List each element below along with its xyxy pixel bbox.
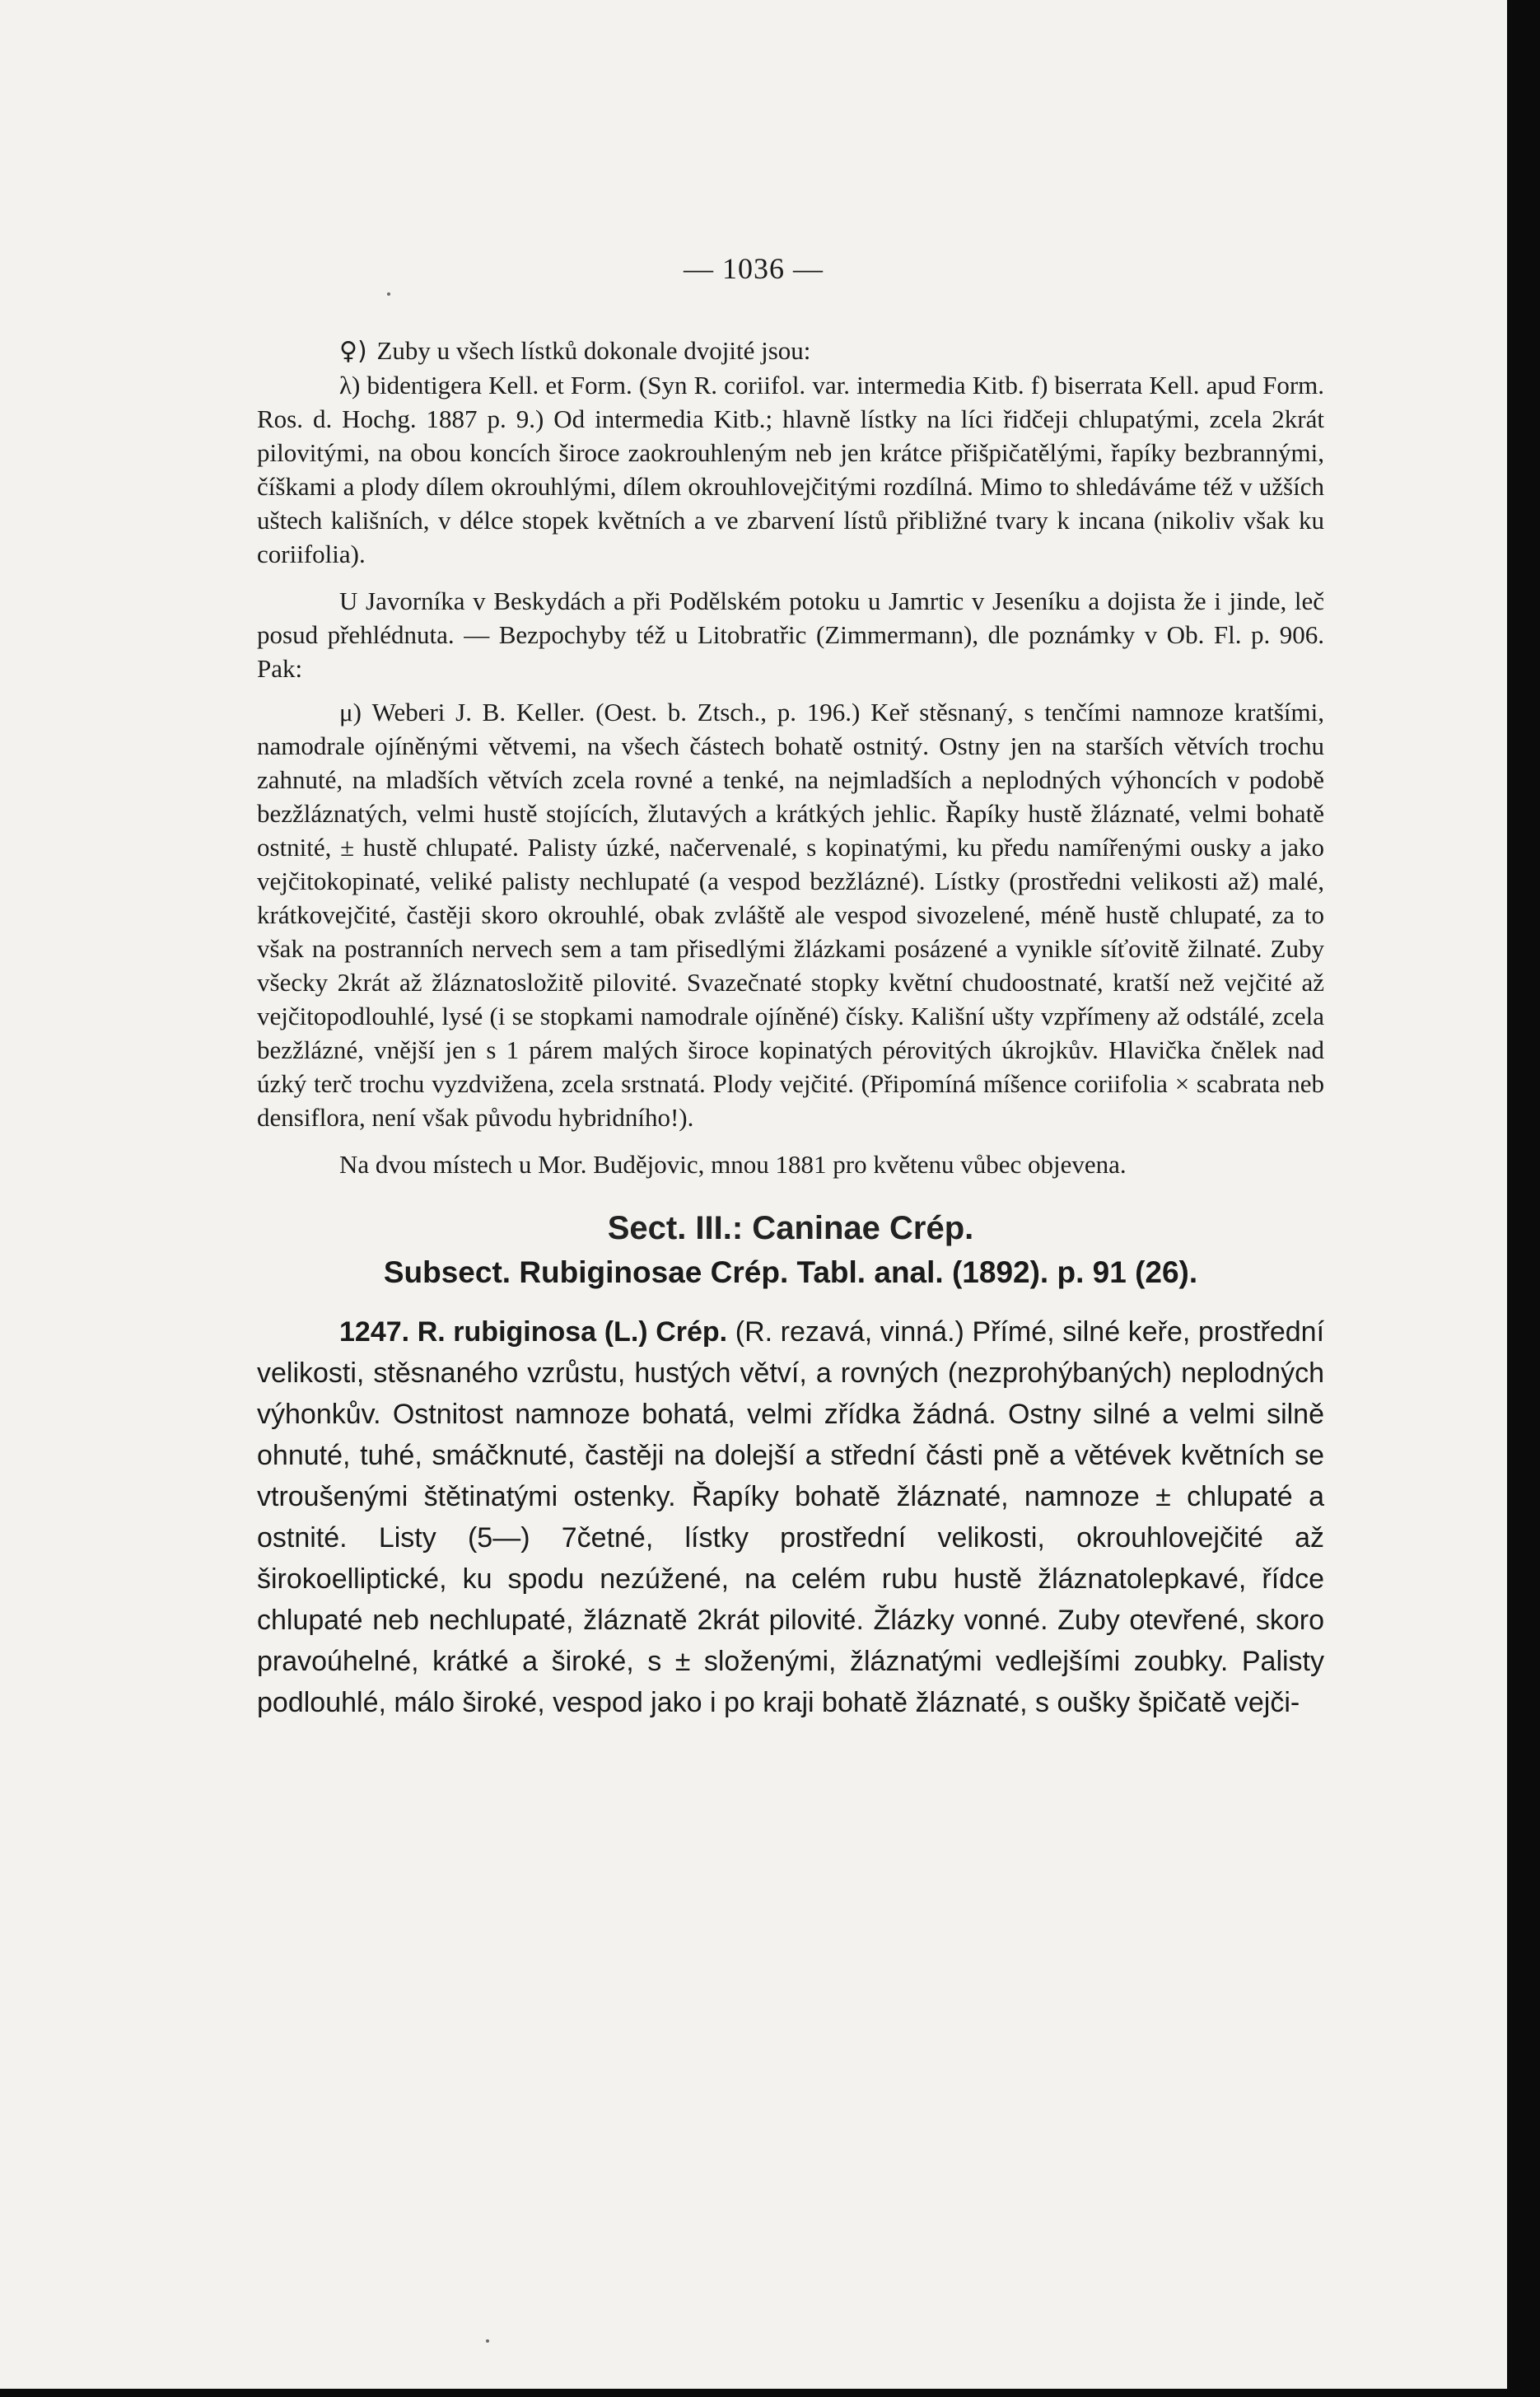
locality-note-paragraph: Na dvou místech u Mor. Budějovic, mnou 1881 pro květenu vůbec objevena. — [339, 1150, 1127, 1179]
intro-text: Zuby u všech lístků dokonale dvojité jsou: — [376, 336, 811, 365]
intro-paragraph — [257, 334, 1324, 368]
variety-lambda-paragraph: λ) bidentigera Kell. et Form. (Syn R. coriifol. var. intermedia Kitb. f) biserrata Kell. apud Form. Ros. d. Hochg. 1887 p. 9.) Od intermedia Kitb.; hlavně lístky na líci řidčeji chlupatými, zcela 2krát pilovitými, na obou koncích široce zaokrouhleným neb jen krátce přišpičatělými, řapíky bezbrannými, číškami a plody dílem okrouhlými, dílem okrouhlovejčitými rozdílná. Mimo to shledáváme též v užších uštech kališních, v délce stopek květních a ve zbarvení lístů přibližné tvary k incana (nikoliv však ku coriifolia). — [257, 371, 1324, 568]
page-number: — 1036 — — [684, 252, 824, 285]
subsection-reference: Crép. Tabl. anal. (1892). p. 91 (26). — [710, 1255, 1198, 1289]
scan-edge-bottom — [0, 2389, 1540, 2397]
species-authority: (L.) Crép. — [604, 1316, 728, 1348]
subsection-heading — [257, 1252, 1324, 1293]
scan-speck — [486, 2339, 489, 2343]
variety-mu-paragraph: μ) Weberi J. B. Keller. (Oest. b. Ztsch., p. 196.) Keř stěsnaný, s tenčími namnoze kratšími, namodrale ojíněnými větvemi, na všech částech bohatě ostnitý. Ostny jen na starších větvích trochu zahnuté, na mladších větvích zcela rovné a tenké, na nejmladších a neplodných výhoncích v podobě bezžláznatých, velmi hustě stojících, žlutavých a krátkých jehlic. Řapíky hustě žláznaté, velmi bohatě ostnité, ± hustě chlupaté. Palisty úzké, načervenalé, s kopinatými, ku předu namířenými ousky a jako vejčitokopinaté, veliké palisty nechlupaté (a vespod bezžlázné). Lístky (prostředni velikosti až) malé, krátkovejčité, častěji skoro okrouhlé, obak zvláště ale vespod sivozelené, méně hustě chlupaté, za to však na postranních nervech sem a tam přisedlými žlázkami posázené a vynikle síťovitě žilnaté. Zuby všecky 2krát až žláznatosložitě pilovité. Svazečnaté stopky květní chudoostnaté, kratší než vejčité až vejčitopodlouhlé, lysé (i se stopkami namodrale ojíněné) čísky. Kališní ušty vzpřímeny až odstálé, zcela bezžlázné, vnější jen s 1 párem malých široce kopinatých pérovitých úkrojkův. Hlavička čnělek nad úzký terč trochu vyzdvižena, zcela srstnatá. Plody vejčité. (Připomíná míšence coriifolia × scabrata neb densiflora, není však původu hybridního!). — [257, 698, 1324, 1132]
locality-paragraph: U Javorníka v Beskydách a při Podělském potoku u Jamrtic v Jeseníku a dojista že i jinde, leč posud přehlédnuta. — Bezpochyby též u Litobratřic (Zimmermann), dle poznámky v Ob. Fl. p. 906. Pak: — [257, 586, 1324, 683]
subsection-label: Subsect. Rubiginosae — [383, 1255, 702, 1289]
scan-edge-right — [1507, 0, 1540, 2397]
section-heading: Sect. III.: Caninae Crép. — [607, 1210, 974, 1246]
species-description: (R. rezavá, vinná.) Přímé, silné keře, prostřední velikosti, stěsnaného vzrůstu, hustých větví, a rovných (nezprohýbaných) neplodných výhonkův. Ostnitost namnoze bohatá, velmi zřídka žádná. Ostny silné a velmi silně ohnuté, tuhé, smáčknuté, častěji na dolejší a střední části pně a větévek květních se vtroušenými štětinatými ostenky. Řapíky bohatě žláznaté, namnoze ± chlupaté a ostnité. Listy (5—) 7četné, lístky prostřední velikosti, okrouhlovejčité až širokoelliptické, ku spodu nezúžené, na celém rubu hustě žláznatolepkavé, řídce chlupaté neb nechlupaté, žláznatě 2krát pilovité. Žlázky vonné. Zuby otevřené, skoro pravoúhelné, krátké a široké, s ± složenými, žláznatými vedlejšími zoubky. Palisty podlouhlé, málo široké, vespod jako i po kraji bohatě žláznaté, s oušky špičatě vejči- — [257, 1316, 1325, 1718]
female-symbol: ♀) — [339, 337, 367, 366]
scan-speck — [387, 292, 390, 296]
species-paragraph — [257, 1311, 1324, 1723]
species-name: 1247. R. rubiginosa — [339, 1316, 597, 1348]
page-text — [257, 334, 1324, 1723]
